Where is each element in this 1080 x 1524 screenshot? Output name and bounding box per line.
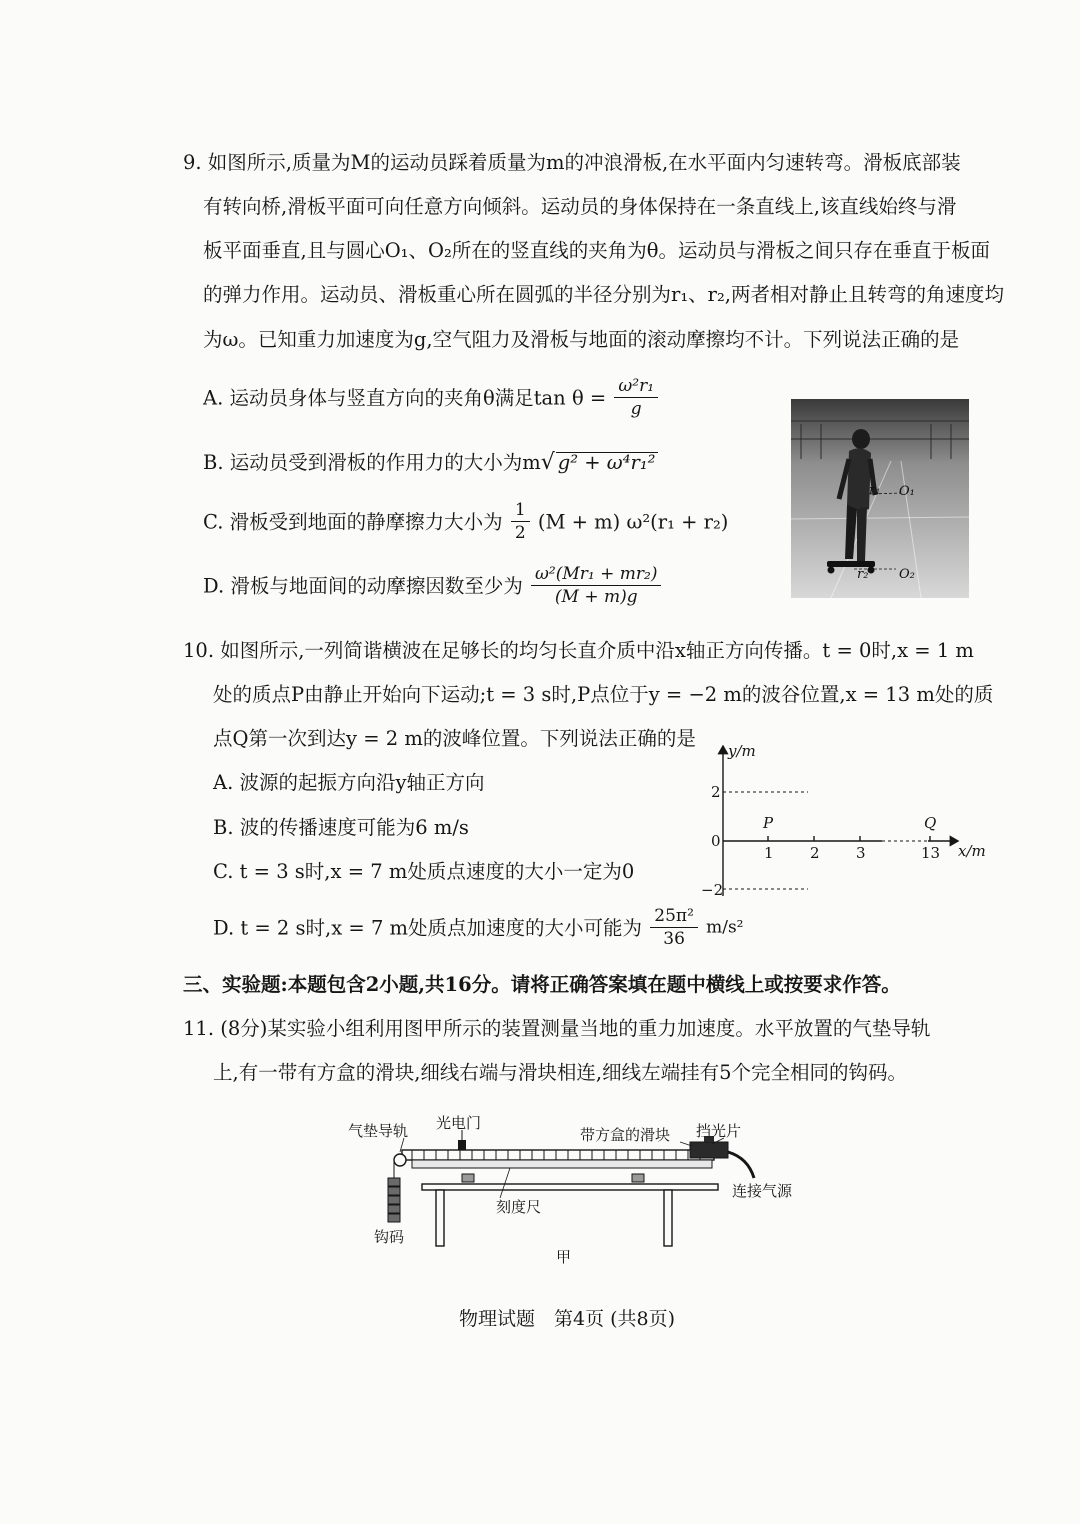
q9-line-5: 为ω。已知重力加速度为g,空气阻力及滑板与地面的滚动摩擦均不计。下列说法正确的是 (203, 328, 960, 351)
label-slider: 带方盒的滑块 (580, 1126, 671, 1144)
q9-option-a-fraction (614, 378, 658, 418)
q10-option-d (213, 908, 743, 948)
q10-line-3: 点Q第一次到达y = 2 m的波峰位置。下列说法正确的是 (213, 727, 696, 750)
q10-line-1: 10. 如图所示,一列简谐横波在足够长的均匀长直介质中沿x轴正方向传播。t = 0时,x = 1 m (183, 639, 974, 662)
graph-y-label: y/m (728, 742, 756, 760)
label-photogate: 光电门 (436, 1114, 482, 1132)
page-footer: 物理试题 第4页 (共8页) (459, 1308, 676, 1330)
q10-option-a: A. 波源的起振方向沿y轴正方向 (213, 771, 485, 794)
q10-option-d-text: D. t = 2 s时,x = 7 m处质点加速度的大小可能为 (213, 916, 643, 940)
q9-option-c-denominator: 2 (514, 523, 526, 543)
q10-line-2: 处的质点P由静止开始向下运动;t = 3 s时,P点位于y = −2 m的波谷位置,x = 13 m处的质 (213, 683, 994, 706)
graph-point-q: Q (924, 814, 937, 832)
q9-line-4: 的弹力作用。运动员、滑板重心所在圆弧的半径分别为r₁、r₂,两者相对静止且转弯的角速度均 (203, 283, 1004, 306)
q9-option-a-numerator: ω²r₁ (614, 378, 658, 398)
q9-option-c-fraction (511, 502, 530, 542)
q9-line-3: 板平面垂直,且与圆心O₁、O₂所在的竖直线的夹角为θ。运动员与滑板之间只存在垂直于板面 (203, 239, 991, 262)
graph-y-tick-0: 0 (711, 832, 721, 850)
graph-x-tick-3: 3 (856, 844, 866, 862)
q10-option-d-unit: m/s² (706, 917, 744, 938)
section-3-heading: 三、实验题:本题包含2小题,共16分。请将正确答案填在题中横线上或按要求作答。 (183, 973, 901, 996)
q10-option-d-numerator: 25π² (650, 908, 698, 928)
q9-line-1: 9. 如图所示,质量为M的运动员踩着质量为m的冲浪滑板,在水平面内匀速转弯。滑板底部装 (183, 151, 961, 174)
q9-option-a (203, 378, 660, 418)
q9-option-c-tail: (M + m) ω²(r₁ + r₂) (537, 510, 729, 534)
graph-x-tick-1: 1 (764, 844, 774, 862)
q10-option-d-denominator: 36 (663, 929, 685, 949)
q9-option-b-text: B. 运动员受到滑板的作用力的大小为m (203, 451, 541, 474)
label-weights: 钩码 (374, 1228, 405, 1246)
q9-option-c (203, 502, 728, 542)
label-caption: 甲 (556, 1248, 572, 1266)
graph-y-tick-neg2: −2 (701, 881, 724, 899)
q9-option-b: B. 运动员受到滑板的作用力的大小为m√ g² + ω⁴r₁² (203, 452, 658, 474)
graph-point-p: P (763, 814, 774, 832)
graph-y-tick-2: 2 (711, 783, 721, 801)
q9-option-b-radicand: g² + ω⁴r₁² (556, 452, 659, 473)
graph-x-tick-2: 2 (810, 844, 820, 862)
label-ruler: 刻度尺 (496, 1198, 542, 1216)
q10-option-c: C. t = 3 s时,x = 7 m处质点速度的大小一定为0 (213, 860, 635, 883)
label-air-source: 连接气源 (732, 1182, 793, 1200)
q9-skater-photo (791, 399, 969, 598)
q9-option-d (203, 566, 663, 606)
q9-option-c-numerator: 1 (511, 502, 530, 522)
q11-line-2: 上,有一带有方盒的滑块,细线右端与滑块相连,细线左端挂有5个完全相同的钩码。 (213, 1061, 908, 1084)
photo-label-r1: r₁ (869, 483, 881, 498)
label-air-track: 气垫导轨 (348, 1122, 409, 1140)
label-shade: 挡光片 (696, 1122, 742, 1140)
q10-option-b: B. 波的传播速度可能为6 m/s (213, 816, 469, 839)
q9-option-d-fraction (531, 566, 661, 606)
q11-apparatus-figure (340, 1108, 820, 1270)
q9-option-d-text: D. 滑板与地面间的动摩擦因数至少为 (203, 574, 523, 598)
q9-option-a-text: A. 运动员身体与竖直方向的夹角θ满足tan θ = (203, 386, 607, 410)
graph-x-tick-13: 13 (921, 844, 941, 862)
photo-label-o1: O₁ (899, 484, 915, 499)
q9-option-d-denominator: (M + m)g (554, 587, 638, 607)
q10-option-d-fraction (650, 908, 698, 948)
q9-option-c-text: C. 滑板受到地面的静摩擦力大小为 (203, 510, 503, 534)
q9-line-2: 有转向桥,滑板平面可向任意方向倾斜。运动员的身体保持在一条直线上,该直线始终与滑 (203, 195, 957, 218)
q10-wave-graph (700, 738, 990, 903)
q11-line-1: 11. (8分)某实验小组利用图甲所示的装置测量当地的重力加速度。水平放置的气垫导轨 (183, 1017, 931, 1040)
q9-option-d-numerator: ω²(Mr₁ + mr₂) (531, 566, 661, 586)
graph-x-label: x/m (958, 842, 986, 860)
photo-label-o2: O₂ (899, 567, 915, 582)
q9-option-a-denominator: g (630, 399, 642, 419)
photo-label-r2: r₂ (857, 567, 869, 582)
